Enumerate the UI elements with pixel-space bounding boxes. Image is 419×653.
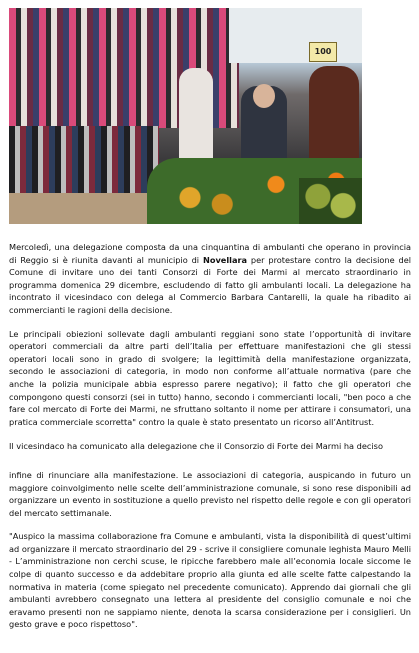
hanging-clothes	[9, 126, 159, 196]
paragraph-5: "Auspico la massima collaborazione fra Comune e ambulanti, vista la disponibilità di quest’ultimi ad organizzare il mercato straordinario del 29 - scrive il consigliere comunale leghista Mauro Melli - L’amministrazione non cerchi scuse, le ripicche farebbero male all’economia locale siccome le colpe di quanto successo e da addebitare proprio alla giunta ed alle scelte fatte calpestando la normativa in materia (come spiegato nel precedente comunicato). Apprendo dai giornali che gli ambulanti avrebbero consegnato una lettera al presidente del consiglio comunale e noi che eravamo presenti non ne sappiamo niente, denota la scarsa considerazione per i consiglieri. Un gesto grave e poco rispettoso".	[9, 531, 411, 630]
p1-text-before: Mercoledì, una delegazione composta da una cinquantina di ambulanti che operano in provincia di Reggio si è riunita davanti al municipio di	[9, 242, 411, 265]
article-body	[9, 241, 411, 631]
vendor-head	[253, 84, 275, 108]
p1-text-after: per protestare contro la decisione del Comune di invitare uno dei tanti Consorzi di Forte dei Marmi al mercato straordinario in programma domenica 29 dicembre, escludendo di fatto gli ambulanti locali. La delegazione ha incontrato il vicesindaco con delega al Commercio Barbara Cantarelli, la quale ha ribadito ai commercianti le ragioni della decisione.	[9, 254, 411, 315]
paragraph-4: infine di rinunciare alla manifestazione. Le associazioni di categoria, auspicando in futuro un maggiore coinvolgimento nelle scelte dell’amministrazione comunale, si sono rese disponibili ad organizzare un evento in sostituzione a quello previsto nel rispetto delle regole e con gli operatori del mercato settimanale.	[9, 469, 411, 518]
p1-place: Novellara	[202, 254, 248, 265]
market-photo	[9, 8, 362, 224]
paragraph-2: Le principali obiezioni sollevate dagli ambulanti reggiani sono state l’opportunità di invitare operatori commerciali da altre parti dell’Italia per effettuare manifestazioni che gli stessi operatori locali sono in grado di svolgere; la legittimità della manifestazione organizzata, secondo le associazioni di categoria, in modo non conforme all’attuale normativa (pare che anche la polizia municipale abbia espresso parere negativo); il fatto che gli operatori che compongono questi consorzi (sei in tutto) hanno, secondo i commercianti locali, "ben poco a che fare col mercato di Forte dei Marmi, ne sfruttano soltanto il nome per attirare i consumatori, una pratica commerciale scorretta" contro la quale è stato presentato un ricorso all’Antitrust.	[9, 328, 411, 427]
paragraph-3: Il vicesindaco ha comunicato alla delegazione che il Consorzio di Forte dei Marmi ha deciso	[9, 441, 383, 452]
white-tent	[229, 8, 362, 63]
price-sign	[309, 42, 337, 62]
paragraph-1	[9, 241, 411, 317]
price-sign-text: 100	[314, 47, 332, 56]
vegetable-display	[299, 178, 362, 224]
